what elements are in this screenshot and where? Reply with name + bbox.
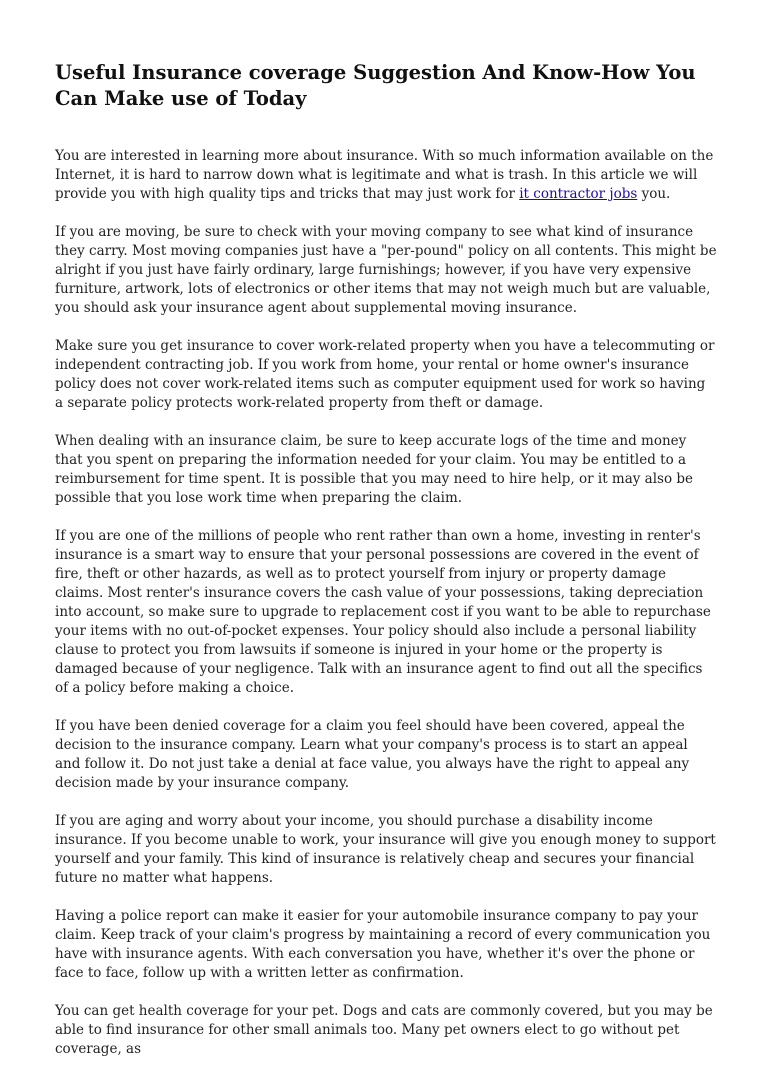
contractor-jobs-link[interactable]: it contractor jobs	[519, 186, 638, 202]
document-page	[55, 60, 717, 1078]
paragraph-police-report: Having a police report can make it easier for your automobile insurance company to pay your claim. Keep track of your claim's progress by maintaining a record of every communication you have with insurance agents. With each conversation you have, whether it's over the phone or face to face, follow up with a written letter as confirmation.	[55, 908, 711, 981]
paragraph-pet-insurance: You can get health coverage for your pet. Dogs and cats are commonly covered, but you may be able to find insurance for other small animals too. Many pet owners elect to go without pet coverage, as	[55, 1003, 713, 1057]
paragraph-moving: If you are moving, be sure to check with your moving company to see what kind of insurance they carry. Most moving companies just have a "per-pound" policy on all contents. This might be alright if you just have fairly ordinary, large furnishings; however, if you have very expensive furniture, artwork, lots of electronics or other items that may not weigh much but are valuable, you should ask your insurance agent about supplemental moving insurance.	[55, 224, 717, 316]
intro-paragraph	[55, 147, 717, 204]
paragraph-renters-insurance: If you are one of the millions of people who rent rather than own a home, investing in renter's insurance is a smart way to ensure that your personal possessions are covered in the event of fire, theft or other hazards, as well as to protect yourself from injury or property damage claims. Most renter's insurance covers the cash value of your possessions, taking depreciation into account, so make sure to upgrade to replacement cost if you want to be able to repurchase your items with no out-of-pocket expenses. Your policy should also include a personal liability clause to protect you from lawsuits if someone is injured in your home or the property is damaged because of your negligence. Talk with an insurance agent to find out all the specifics of a policy before making a choice.	[55, 528, 711, 696]
intro-text-after-link: you.	[637, 186, 671, 202]
paragraph-claim-logs: When dealing with an insurance claim, be sure to keep accurate logs of the time and money that you spent on preparing the information needed for your claim. You may be entitled to a reimbursement for time spent. It is possible that you may need to hire help, or it may also be possible that you lose work time when preparing the claim.	[55, 433, 694, 506]
paragraph-disability: If you are aging and worry about your income, you should purchase a disability income insurance. If you become unable to work, your insurance will give you enough money to support yourself and your family. This kind of insurance is relatively cheap and secures your financial future no matter what happens.	[55, 813, 716, 886]
paragraph-work-property: Make sure you get insurance to cover work-related property when you have a telecommuting or independent contracting job. If you work from home, your rental or home owner's insurance policy does not cover work-related items such as computer equipment used for work so having a separate policy protects work-related property from theft or damage.	[55, 338, 715, 411]
page-title: Useful Insurance coverage Suggestion And Know-How You Can Make use of Today	[55, 61, 696, 110]
paragraph-denied-coverage: If you have been denied coverage for a claim you feel should have been covered, appeal the decision to the insurance company. Learn what your company's process is to start an appeal and follow it. Do not just take a denial at face value, you always have the right to appeal any decision made by your insurance company.	[55, 718, 690, 791]
article-body	[55, 147, 717, 1059]
intro-text-before-link: You are interested in learning more about insurance. With so much information available on the Internet, it is hard to narrow down what is legitimate and what is trash. In this article we will provide you with high quality tips and tricks that may just work for	[55, 148, 714, 202]
